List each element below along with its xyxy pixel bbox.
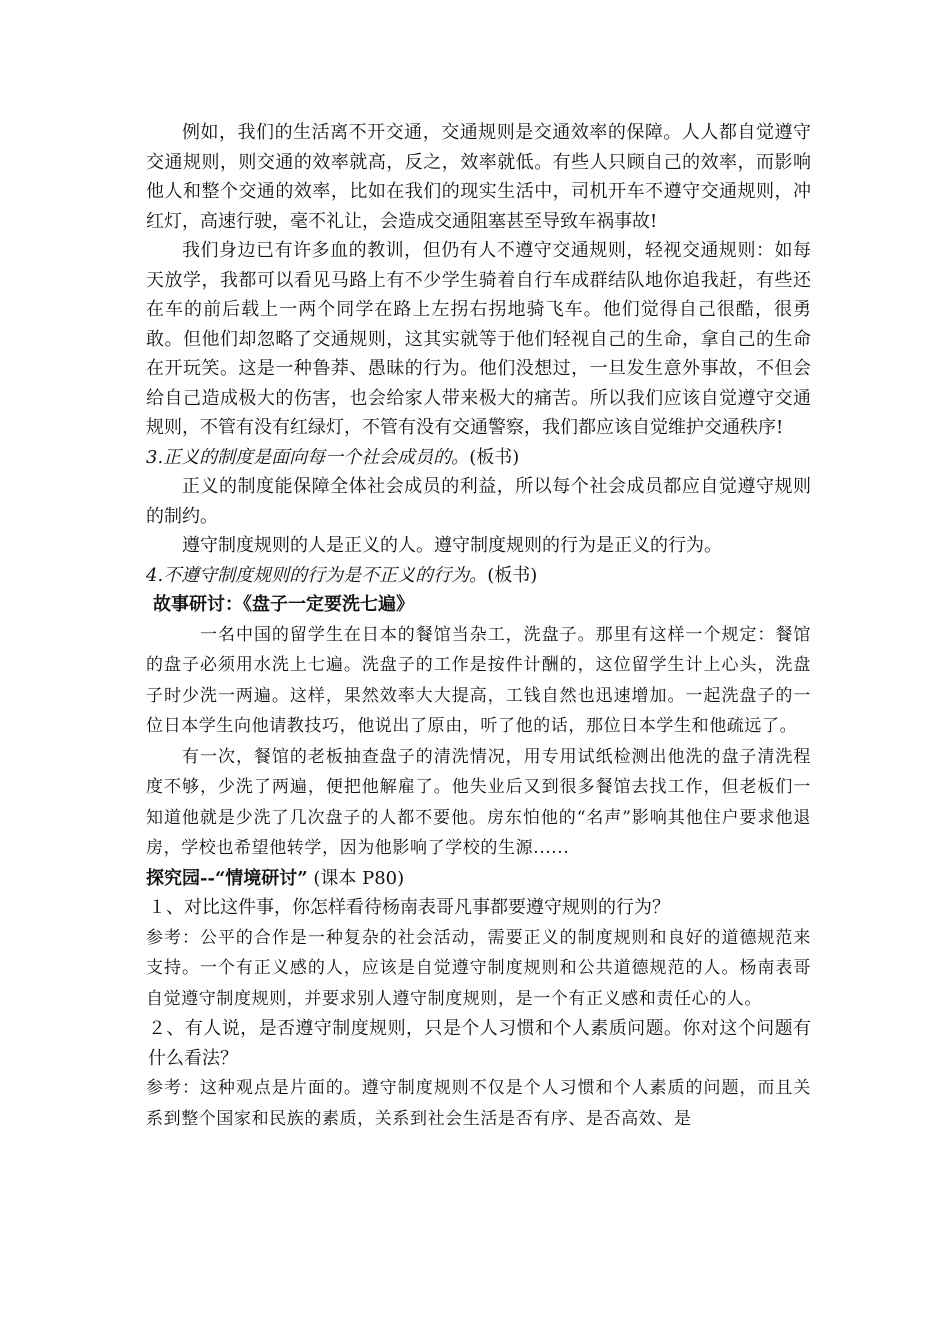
heading-point-3-text: 3.正义的制度是面向每一个社会成员的。 bbox=[146, 446, 470, 468]
answer-2: 参考：这种观点是片面的。遵守制度规则不仅是个人习惯和个人素质的问题，而且关系到整个国家和民族的素质，关系到社会生活是否有序、是否高效、是 bbox=[146, 1078, 811, 1129]
document-page bbox=[146, 118, 811, 1134]
explore-heading bbox=[146, 864, 811, 894]
paragraph-just-system: 正义的制度能保障全体社会成员的利益，所以每个社会成员都应自觉遵守规则的制约。 bbox=[146, 476, 811, 527]
heading-point-4-text: 4.不遵守制度规则的行为是不正义的行为。 bbox=[146, 564, 488, 586]
answer-1: 参考：公平的合作是一种复杂的社会活动，需要正义的制度规则和良好的道德规范来支持。一个有正义感的人，应该是自觉遵守制度规则和公共道德规范的人。杨南表哥自觉遵守制度规则，并要求别人遵守制度规则，是一个有正义感和责任心的人。 bbox=[146, 927, 811, 1009]
question-2: ２、有人说，是否遵守制度规则，只是个人习惯和个人素质问题。你对这个问题有什么看法？ bbox=[148, 1018, 811, 1069]
story-paragraph-1: 一名中国的留学生在日本的餐馆当杂工，洗盘子。那里有这样一个规定：餐馆的盘子必须用水洗上七遍。洗盘子的工作是按件计酬的，这位留学生计上心头，洗盘子时少洗一两遍。这样，果然效率大大提高，工钱自然也迅速增加。一起洗盘子的一位日本学生向他请教技巧，他说出了原由，听了他的话，那位日本学生和他疏远了。 bbox=[146, 624, 811, 736]
story-paragraph-2: 有一次，餐馆的老板抽查盘子的清洗情况，用专用试纸检测出他洗的盘子清洗程度不够，少洗了两遍，便把他解雇了。他失业后又到很多餐馆去找工作，但老板们一知道他就是少洗了几次盘子的人都不要他。房东怕他的“名声”影响其他住户要求他退房，学校也希望他转学，因为他影响了学校的生源...... bbox=[146, 746, 811, 858]
paragraph-just-person: 遵守制度规则的人是正义的人。遵守制度规则的行为是正义的行为。 bbox=[182, 535, 722, 556]
heading-point-3 bbox=[146, 443, 811, 473]
explore-title: 探究园--“情境研讨” bbox=[146, 867, 308, 889]
heading-point-4-note: (板书) bbox=[487, 564, 538, 586]
heading-point-3-note: (板书) bbox=[469, 446, 520, 468]
heading-point-4 bbox=[146, 561, 811, 591]
question-1: １、对比这件事，你怎样看待杨南表哥凡事都要遵守规则的行为？ bbox=[148, 897, 670, 918]
paragraph-traffic-efficiency: 例如，我们的生活离不开交通，交通规则是交通效率的保障。人人都自觉遵守交通规则，则交通的效率就高，反之，效率就低。有些人只顾自己的效率，而影响他人和整个交通的效率，比如在我们的现实生活中，司机开车不遵守交通规则，冲红灯，高速行驶，毫不礼让，会造成交通阻塞甚至导致车祸事故! bbox=[146, 122, 811, 232]
story-title: 故事研讨：《盘子一定要洗七遍》 bbox=[153, 594, 414, 615]
explore-note: (课本 P80) bbox=[307, 867, 405, 889]
paragraph-blood-lessons: 我们身边已有许多血的教训，但仍有人不遵守交通规则，轻视交通规则：如每天放学，我都可以看见马路上有不少学生骑着自行车成群结队地你追我赶，有些还在车的前后载上一两个同学在路上左拐右拐地骑飞车。他们觉得自己很酷，很勇敢。但他们却忽略了交通规则，这其实就等于他们轻视自己的生命，拿自己的生命在开玩笑。这是一种鲁莽、愚昧的行为。他们没想过，一旦发生意外事故，不但会给自己造成极大的伤害，也会给家人带来极大的痛苦。所以我们应该自觉遵守交通规则，不管有没有红绿灯，不管有没有交通警察，我们都应该自觉维护交通秩序! bbox=[146, 240, 811, 438]
